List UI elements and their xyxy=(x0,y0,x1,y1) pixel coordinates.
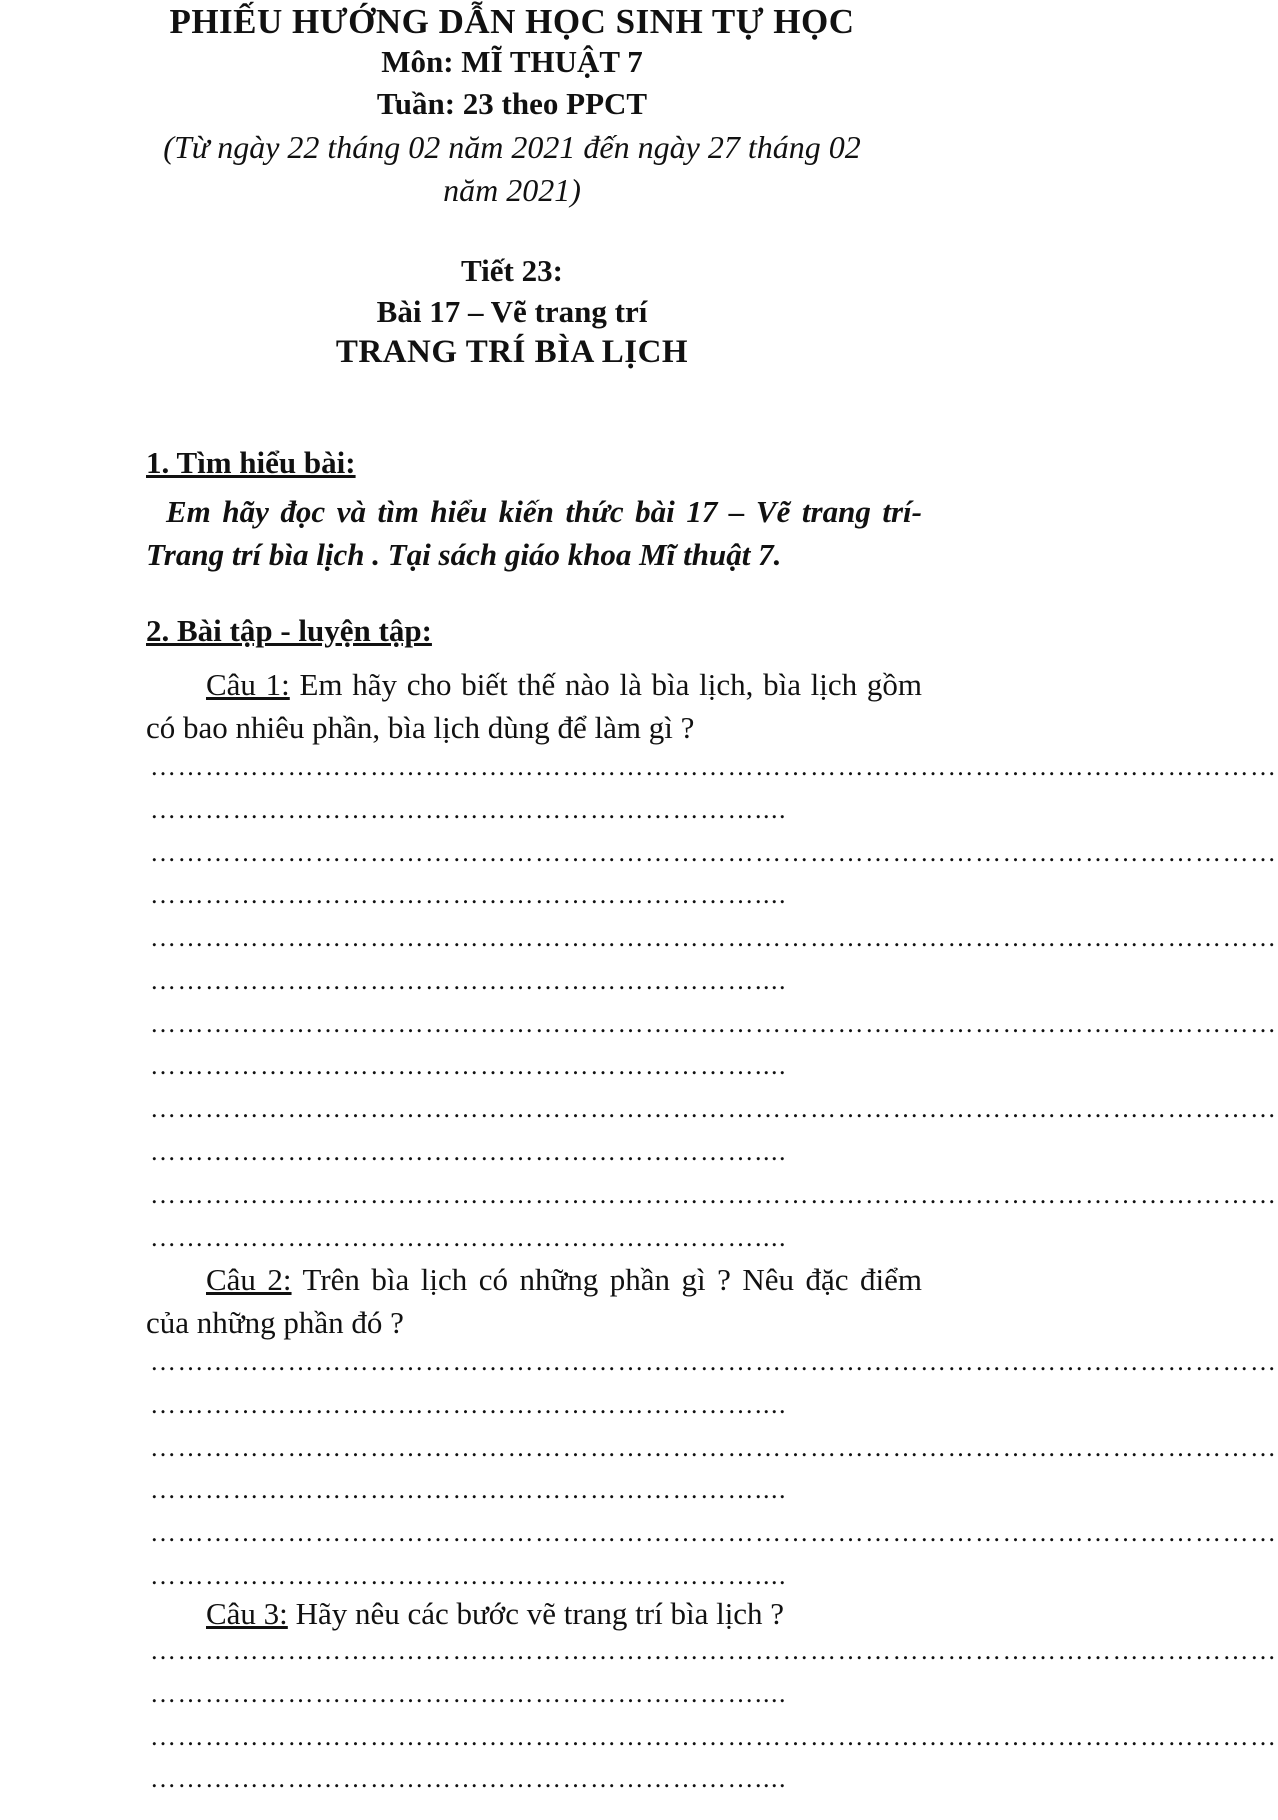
question-3-text: Hãy nêu các bước vẽ trang trí bìa lịch ? xyxy=(287,1596,785,1631)
question-3 xyxy=(146,1592,922,1635)
answer-line[interactable]: ………………………………………………………….... xyxy=(150,1561,787,1590)
question-2 xyxy=(146,1258,922,1344)
answer-line[interactable]: ………………………………………………………….... xyxy=(150,966,787,995)
answer-line[interactable]: ………………………………………………………….... xyxy=(150,1764,787,1793)
answer-line[interactable]: …………………………………………………………………………………………………………… xyxy=(150,1009,1278,1038)
question-1-label: Câu 1: xyxy=(206,667,290,702)
lesson-period: Tiết 23: xyxy=(461,253,563,288)
question-3-label: Câu 3: xyxy=(206,1596,288,1631)
answer-line[interactable]: ………………………………………………………….... xyxy=(150,1223,787,1252)
question-1-text: Em hãy cho biết thế nào là bìa lịch, bìa lịch gồm có bao nhiêu phần, bìa lịch dùng để làm gì ? xyxy=(146,667,922,745)
subject-line: Môn: MĨ THUẬT 7 xyxy=(381,44,643,79)
section-1-heading: 1. Tìm hiểu bài: xyxy=(146,445,356,480)
week-line: Tuần: 23 theo PPCT xyxy=(376,86,648,121)
section-1-instructions: Em hãy đọc và tìm hiểu kiến thức bài 17 – Vẽ trang trí- Trang trí bìa lịch . Tại sách giáo khoa Mĩ thuật 7. xyxy=(146,494,922,572)
answer-line[interactable]: …………………………………………………………………………………………………………… xyxy=(150,1518,1278,1547)
worksheet-title: PHIẾU HƯỚNG DẪN HỌC SINH TỰ HỌC xyxy=(169,2,855,41)
question-2-text: Trên bìa lịch có những phần gì ? Nêu đặc điểm của những phần đó ? xyxy=(146,1262,922,1340)
date-range-line-2: năm 2021) xyxy=(443,172,581,208)
answer-line[interactable]: ………………………………………………………….... xyxy=(150,795,787,824)
answer-line[interactable]: ………………………………………………………….... xyxy=(150,1390,787,1419)
lesson-name: Bài 17 – Vẽ trang trí xyxy=(376,294,648,329)
answer-line[interactable]: …………………………………………………………………………………………………………… xyxy=(150,1180,1278,1209)
date-range-line-1: (Từ ngày 22 tháng 02 năm 2021 đến ngày 27 tháng 02 xyxy=(163,129,861,165)
answer-line[interactable]: …………………………………………………………………………………………………………… xyxy=(150,1433,1278,1462)
answer-line[interactable]: …………………………………………………………………………………………………………… xyxy=(150,838,1278,867)
question-2-label: Câu 2: xyxy=(206,1262,292,1297)
answer-line[interactable]: …………………………………………………………………………………………………………… xyxy=(150,1347,1278,1376)
answer-line[interactable]: ………………………………………………………….... xyxy=(150,1475,787,1504)
question-1 xyxy=(146,663,922,749)
section-2-heading: 2. Bài tập - luyện tập: xyxy=(146,613,432,648)
answer-line[interactable]: ………………………………………………………….... xyxy=(150,1679,787,1708)
answer-line[interactable]: …………………………………………………………………………………………………………… xyxy=(150,1094,1278,1123)
answer-line[interactable]: ………………………………………………………….... xyxy=(150,1051,787,1080)
answer-line[interactable]: ………………………………………………………….... xyxy=(150,1137,787,1166)
answer-line[interactable]: …………………………………………………………………………………………………………… xyxy=(150,1636,1278,1665)
lesson-topic: TRANG TRÍ BÌA LỊCH xyxy=(335,334,689,370)
answer-line[interactable]: ………………………………………………………….... xyxy=(150,880,787,909)
answer-line[interactable]: …………………………………………………………………………………………………………… xyxy=(150,923,1278,952)
answer-line[interactable]: …………………………………………………………………………………………………………… xyxy=(150,1722,1278,1751)
answer-line[interactable]: …………………………………………………………………………………………………………… xyxy=(150,752,1278,781)
